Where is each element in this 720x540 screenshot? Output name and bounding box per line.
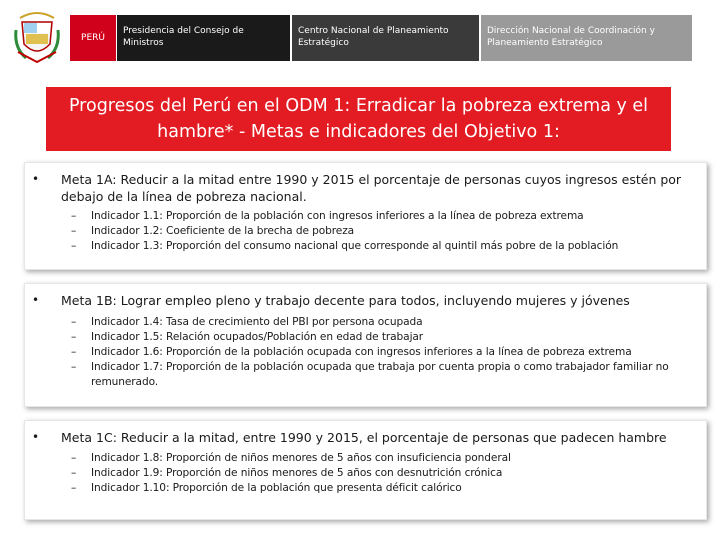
goal-panel-1b (24, 283, 707, 407)
indicator-text: Indicador 1.10: Proporción de la población que presenta déficit calórico (91, 482, 462, 494)
dash: – (71, 240, 77, 252)
indicator-text: Indicador 1.5: Relación ocupados/Población en edad de trabajar (91, 331, 424, 343)
goal-meta-1c: Meta 1C: Reducir a la mitad, entre 1990 y 2015, el porcentaje de personas que padecen hambre (61, 430, 667, 445)
indicator-text: Indicador 1.9: Proporción de niños menores de 5 años con desnutrición crónica (91, 467, 503, 479)
header-box-pcm (117, 15, 290, 61)
header-box-dncpe (481, 15, 692, 61)
page-title-text: Progresos del Perú en el ODM 1: Erradicar la pobreza extrema y el hambre* - Metas e indicadores del Objetivo 1: (68, 96, 649, 142)
dash: – (71, 316, 77, 328)
list-item (71, 481, 700, 496)
list-item (71, 330, 700, 345)
list-item (71, 224, 700, 239)
indicator-text: Indicador 1.4: Tasa de crecimiento del PBI por persona ocupada (91, 316, 423, 328)
indicator-list-1c (71, 451, 700, 496)
list-item (71, 315, 700, 330)
goal-panel-1c (24, 420, 707, 520)
indicator-list-1a (71, 209, 700, 254)
indicator-text: Indicador 1.7: Proporción de la población ocupada que trabaja por cuenta propia o como trabajador familiar no remunerado. (91, 361, 669, 388)
indicator-list-1b (71, 315, 700, 390)
goal-meta-1a: Meta 1A: Reducir a la mitad entre 1990 y 2015 el porcentaje de personas cuyos ingresos estén por debajo de la línea de pobreza nacional. (61, 172, 682, 204)
dash: – (71, 210, 77, 222)
bullet: • (32, 430, 40, 444)
header-box-ceplan (292, 15, 479, 61)
page-title (46, 87, 671, 151)
peru-logo-block (70, 15, 116, 61)
header-box-ceplan-label: Centro Nacional de Planeamiento Estratégico (298, 26, 449, 48)
indicator-text: Indicador 1.8: Proporción de niños menores de 5 años con insuficiencia ponderal (91, 452, 511, 464)
dash: – (71, 346, 77, 358)
list-item (71, 360, 700, 390)
dash: – (71, 361, 77, 373)
header-box-dncpe-label: Dirección Nacional de Coordinación y Planeamiento Estratégico (487, 26, 655, 48)
list-item (71, 345, 700, 360)
goal-panel-1a (24, 162, 707, 270)
list-item (71, 466, 700, 481)
indicator-text: Indicador 1.6: Proporción de la población ocupada con ingresos inferiores a la línea de pobreza extrema (91, 346, 632, 358)
dash: – (71, 452, 77, 464)
indicator-text: Indicador 1.1: Proporción de la población con ingresos inferiores a la línea de pobreza extrema (91, 210, 584, 222)
indicator-text: Indicador 1.2: Coeficiente de la brecha de pobreza (91, 225, 355, 237)
peru-coat-of-arms-icon (12, 8, 62, 64)
dash: – (71, 331, 77, 343)
dash: – (71, 225, 77, 237)
bullet: • (32, 293, 40, 307)
list-item (71, 451, 700, 466)
peru-logo-text: PERÚ (81, 33, 105, 43)
indicator-text: Indicador 1.3: Proporción del consumo nacional que corresponde al quintil más pobre de la población (91, 240, 619, 252)
goal-meta-1b: Meta 1B: Lograr empleo pleno y trabajo decente para todos, incluyendo mujeres y jóvenes (61, 293, 630, 308)
dash: – (71, 467, 77, 479)
list-item (71, 239, 700, 254)
header-bar (0, 0, 720, 72)
list-item (71, 209, 700, 224)
bullet: • (32, 172, 40, 186)
header-box-pcm-label: Presidencia del Consejo de Ministros (123, 26, 244, 48)
dash: – (71, 482, 77, 494)
